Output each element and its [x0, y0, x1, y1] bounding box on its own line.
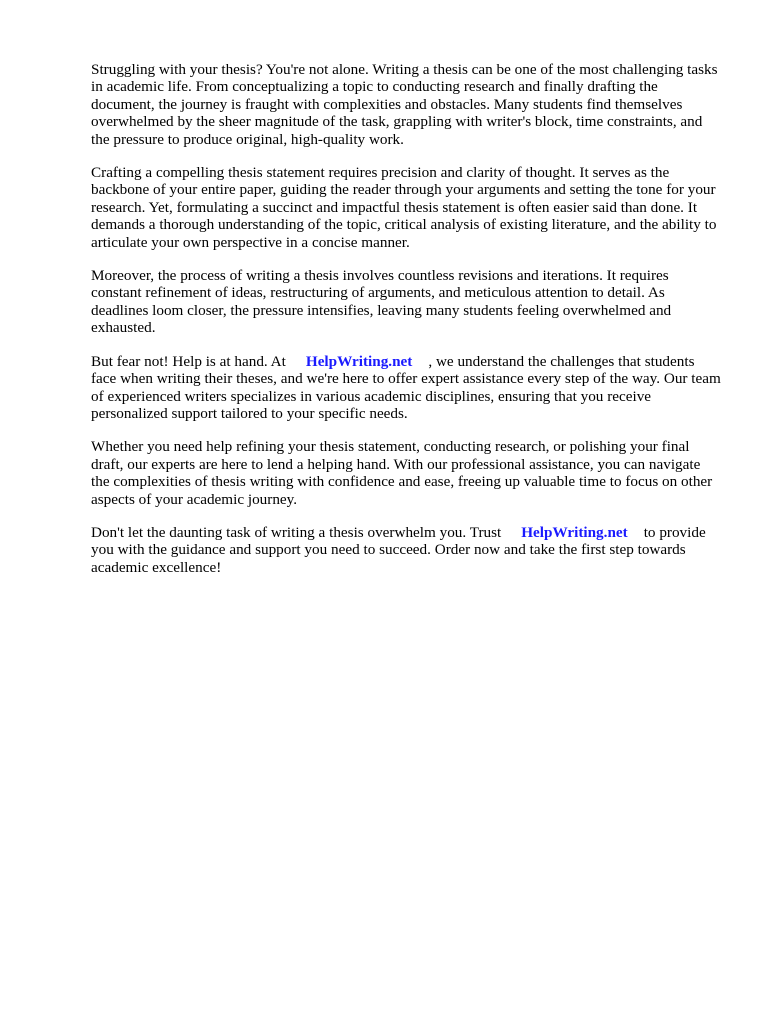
- paragraph-text: to provide you with the guidance and support you need to succeed. Order now and take the first step towards academic excellence!: [91, 523, 706, 576]
- paragraph-help-at-hand: [91, 353, 721, 423]
- paragraph-thesis-statement: Crafting a compelling thesis statement requires precision and clarity of thought. It serves as the backbone of your entire paper, guiding the reader through your arguments and setting the tone for your research. Yet, formulating a succinct and impactful thesis statement is often easier said than done. It demands a thorough understanding of the topic, critical analysis of existing literature, and the ability to articulate your own perspective in a concise manner.: [91, 164, 717, 251]
- helpwriting-link[interactable]: HelpWriting.net: [305, 352, 413, 370]
- document-body: [91, 61, 721, 592]
- paragraph-trust: [91, 524, 721, 576]
- paragraph-experts: Whether you need help refining your thesis statement, conducting research, or polishing your final draft, our experts are here to lend a helping hand. With our professional assistance, you can navigate the complexities of thesis writing with confidence and ease, freeing up valuable time to focus on other aspects of your academic journey.: [91, 438, 713, 508]
- paragraph-struggling: Struggling with your thesis? You're not alone. Writing a thesis can be one of the most challenging tasks in academic life. From conceptualizing a topic to conducting research and finally drafting the document, the journey is fraught with complexities and obstacles. Many students find themselves overwhelmed by the sheer magnitude of the task, grappling with writer's block, time constraints, and the pressure to produce original, high-quality work.: [91, 61, 718, 148]
- paragraph-revisions: Moreover, the process of writing a thesis involves countless revisions and iterations. It requires constant refinement of ideas, restructuring of arguments, and meticulous attention to detail. As deadlines loom closer, the pressure intensifies, leaving many students feeling overwhelmed and exhausted.: [91, 267, 672, 337]
- paragraph-text: Don't let the daunting task of writing a thesis overwhelm you. Trust: [91, 523, 502, 541]
- paragraph-text: , we understand the challenges that students face when writing their theses, and we're here to offer expert assistance every step of the way. Our team of experienced writers specializes in various academic disciplines, ensuring that you receive personalized support tailored to your specific needs.: [91, 352, 721, 422]
- helpwriting-link[interactable]: HelpWriting.net: [521, 523, 628, 541]
- paragraph-text: But fear not! Help is at hand. At: [91, 352, 286, 370]
